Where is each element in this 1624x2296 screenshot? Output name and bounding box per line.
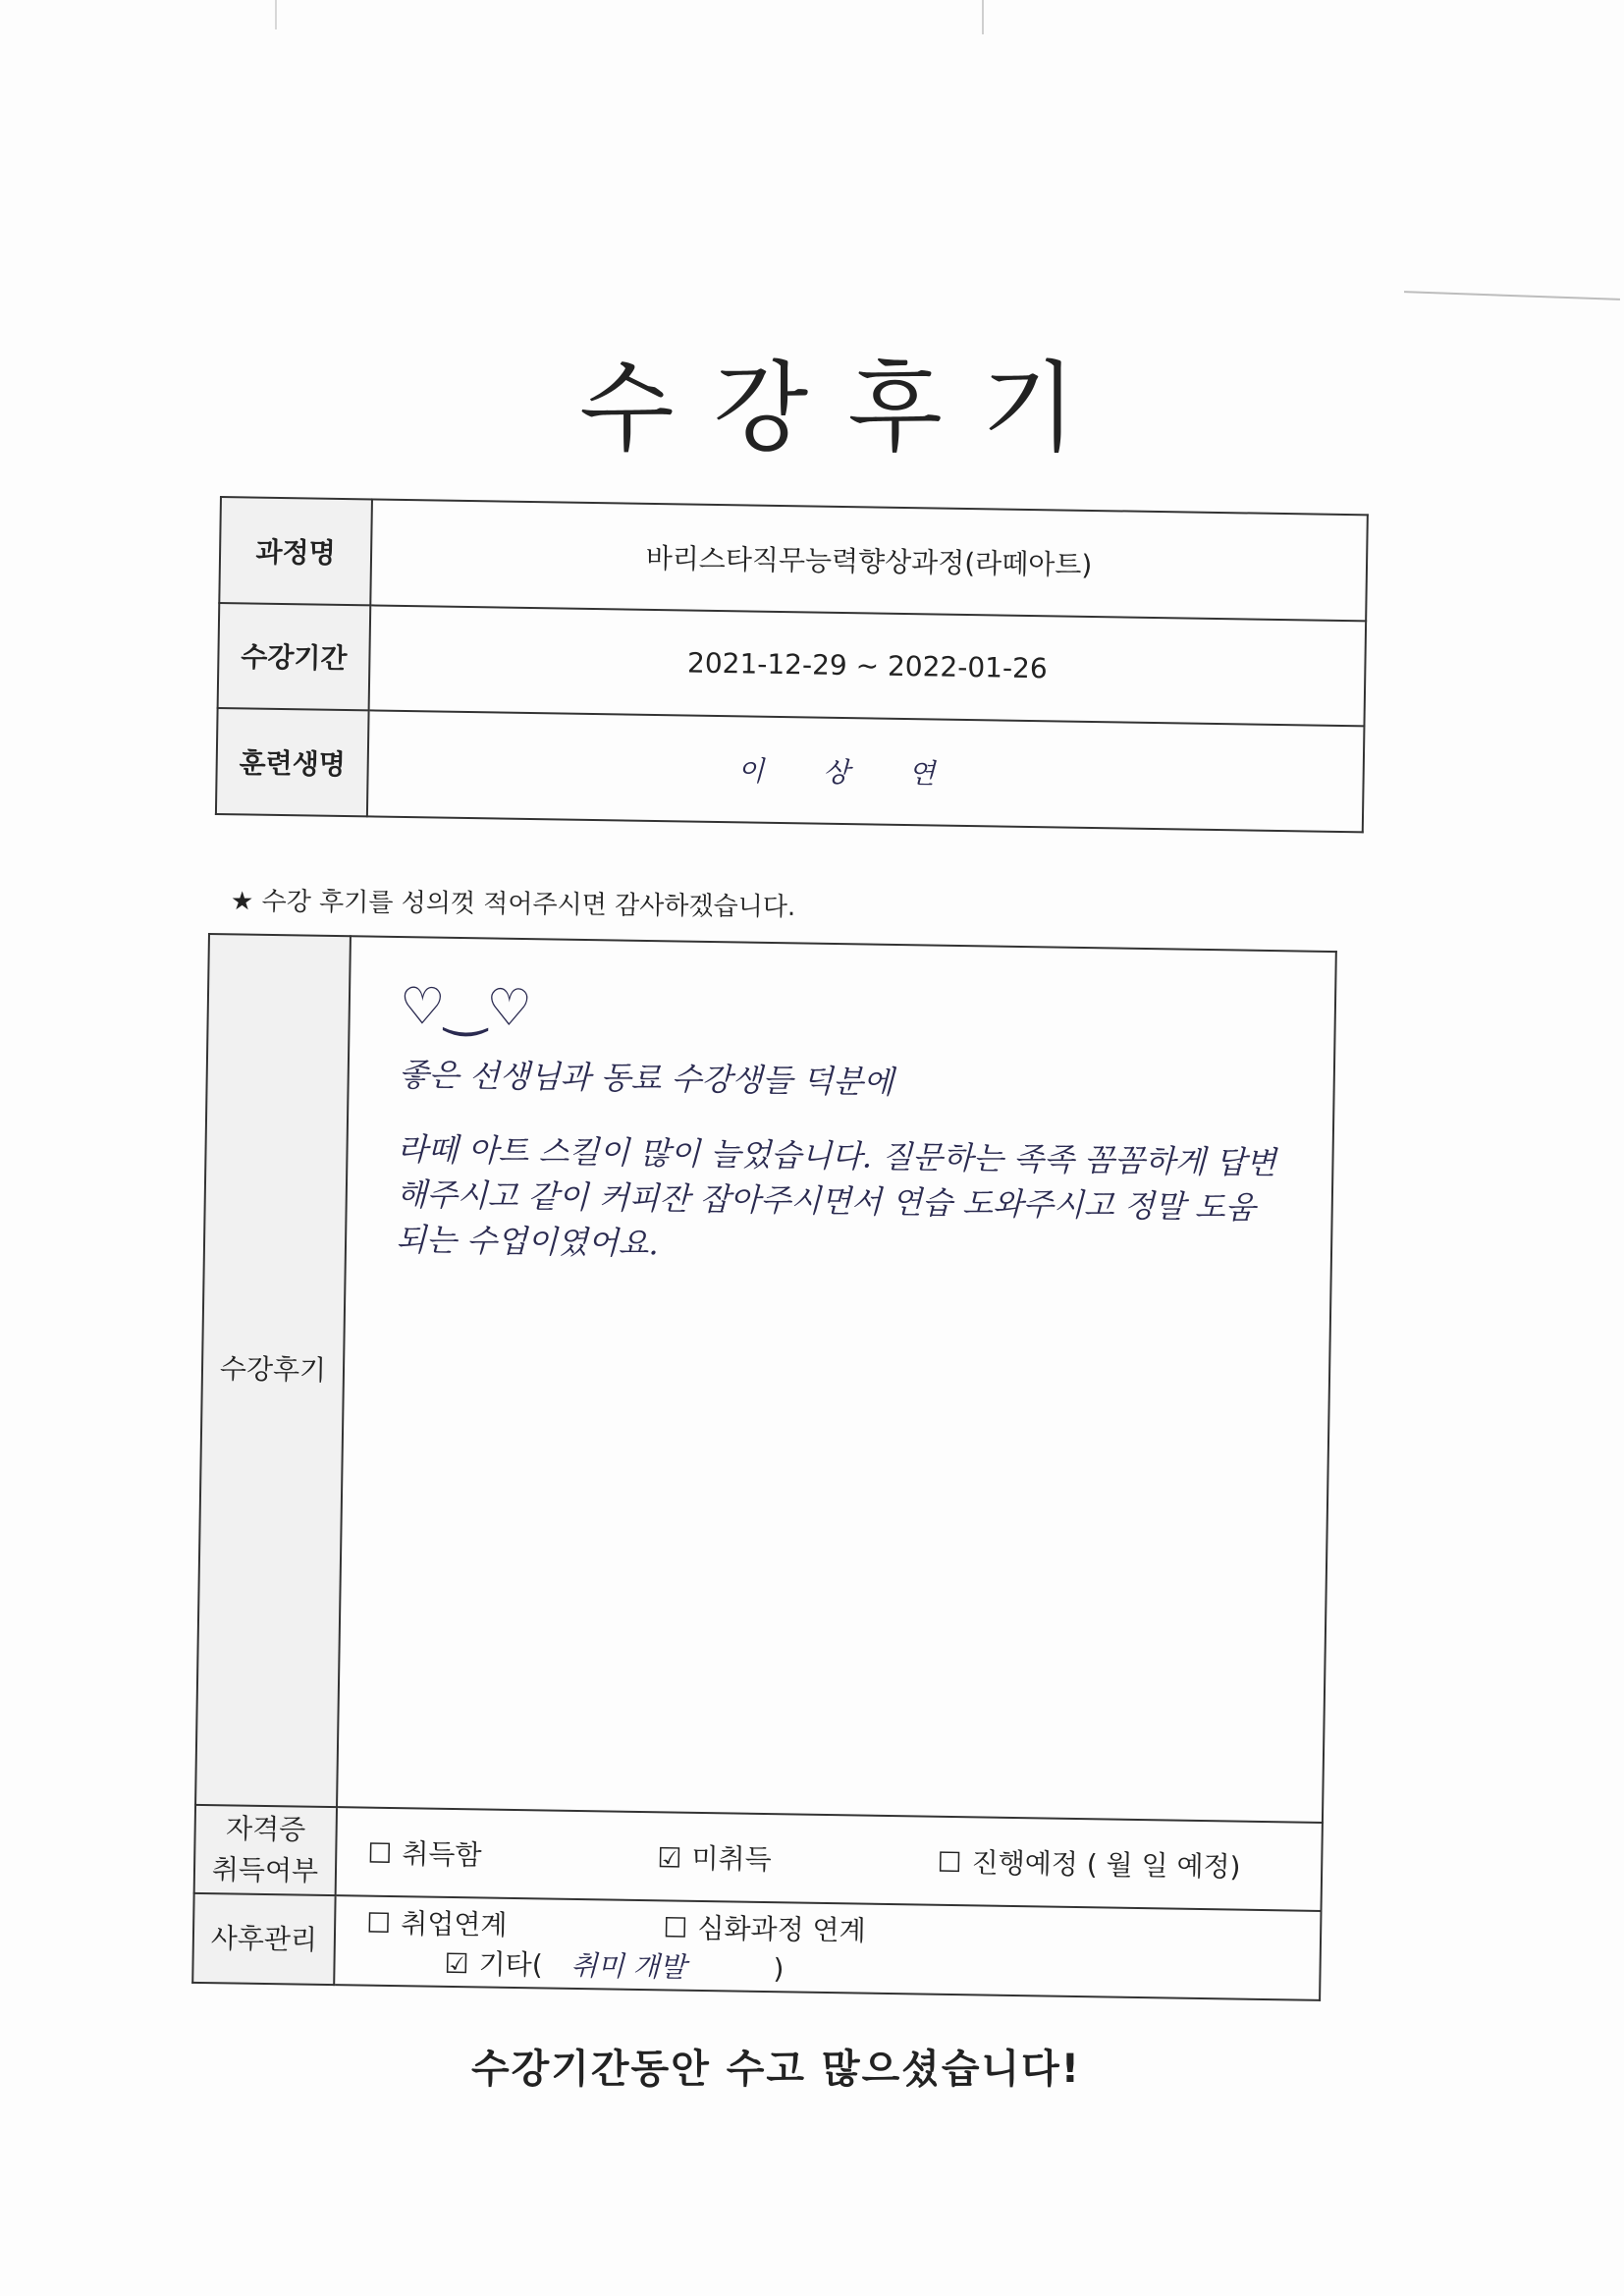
checkbox-icon: ☐	[367, 1836, 393, 1871]
option-label: 미취득	[691, 1841, 772, 1877]
checkbox-icon: ☐	[663, 1911, 688, 1944]
course-info-table	[215, 496, 1369, 833]
page-title: 수강후기	[579, 351, 1116, 465]
table-row	[195, 934, 1336, 1823]
certificate-options	[336, 1807, 1323, 1911]
option-close-paren: )	[773, 1951, 785, 1985]
option-label: 진행예정 ( 월 일 예정)	[971, 1846, 1241, 1884]
course-label: 과정명	[219, 497, 372, 605]
trainee-name: 이상연	[367, 711, 1365, 833]
option-label: 취업연계	[401, 1906, 508, 1941]
table-row	[216, 708, 1365, 832]
review-content	[337, 936, 1336, 1822]
paper-edge	[982, 0, 984, 34]
checkbox-obtained[interactable]	[367, 1832, 482, 1874]
review-line: 좋은 선생님과 동료 수강생들 덕분에	[398, 1056, 894, 1101]
course-value: 바리스타직무능력향상과정(라떼아트)	[370, 499, 1368, 621]
option-label: 취득함	[402, 1837, 482, 1872]
review-label: 수강후기	[195, 934, 351, 1807]
certificate-label-line: 취득여부	[211, 1853, 319, 1887]
option-label: 심화과정 연계	[697, 1911, 866, 1947]
aftercare-options	[334, 1895, 1321, 1999]
checkbox-icon: ☐	[937, 1845, 962, 1880]
closing-message: 수강기간동안 수고 많으셨습니다!	[471, 2047, 1082, 2092]
notice-text: ★ 수강 후기를 성의껏 적어주시면 감사하겠습니다.	[230, 886, 796, 923]
checkbox-other[interactable]	[444, 1942, 785, 1987]
checked-box-icon: ☑	[444, 1946, 469, 1980]
checked-box-icon: ☑	[657, 1841, 682, 1875]
paper-edge	[1404, 291, 1620, 301]
checkbox-icon: ☐	[365, 1906, 392, 1940]
other-value: 취미 개발	[570, 1948, 686, 1984]
checkbox-employment[interactable]	[366, 1901, 508, 1942]
checkbox-not-obtained[interactable]	[657, 1836, 772, 1878]
period-label: 수강기간	[218, 603, 371, 711]
trainee-label: 훈련생명	[216, 708, 369, 816]
aftercare-label: 사후관리	[192, 1893, 335, 1985]
checkbox-advanced-course[interactable]	[663, 1906, 866, 1948]
certificate-label-line: 자격증	[225, 1812, 306, 1846]
review-table	[191, 933, 1337, 2001]
review-line: 라떼 아트 스킬이 많이 늘었습니다. 질문하는 족족 꼼꼼하게 답변해주시고 같이 커피잔 잡아주시면서 연습 도와주시고 정말 도움되는 수업이였어요.	[395, 1130, 1277, 1263]
checkbox-in-progress[interactable]	[937, 1841, 1241, 1886]
table-row	[219, 497, 1368, 621]
paper-edge	[275, 0, 277, 29]
heart-doodle: ♡‿♡	[399, 977, 533, 1039]
table-row	[192, 1893, 1321, 2000]
table-row	[218, 603, 1367, 727]
period-value: 2021-12-29 ~ 2022-01-26	[369, 605, 1367, 727]
review-handwriting	[396, 1052, 1284, 1276]
option-label: 기타(	[478, 1947, 543, 1982]
certificate-label	[194, 1805, 337, 1896]
